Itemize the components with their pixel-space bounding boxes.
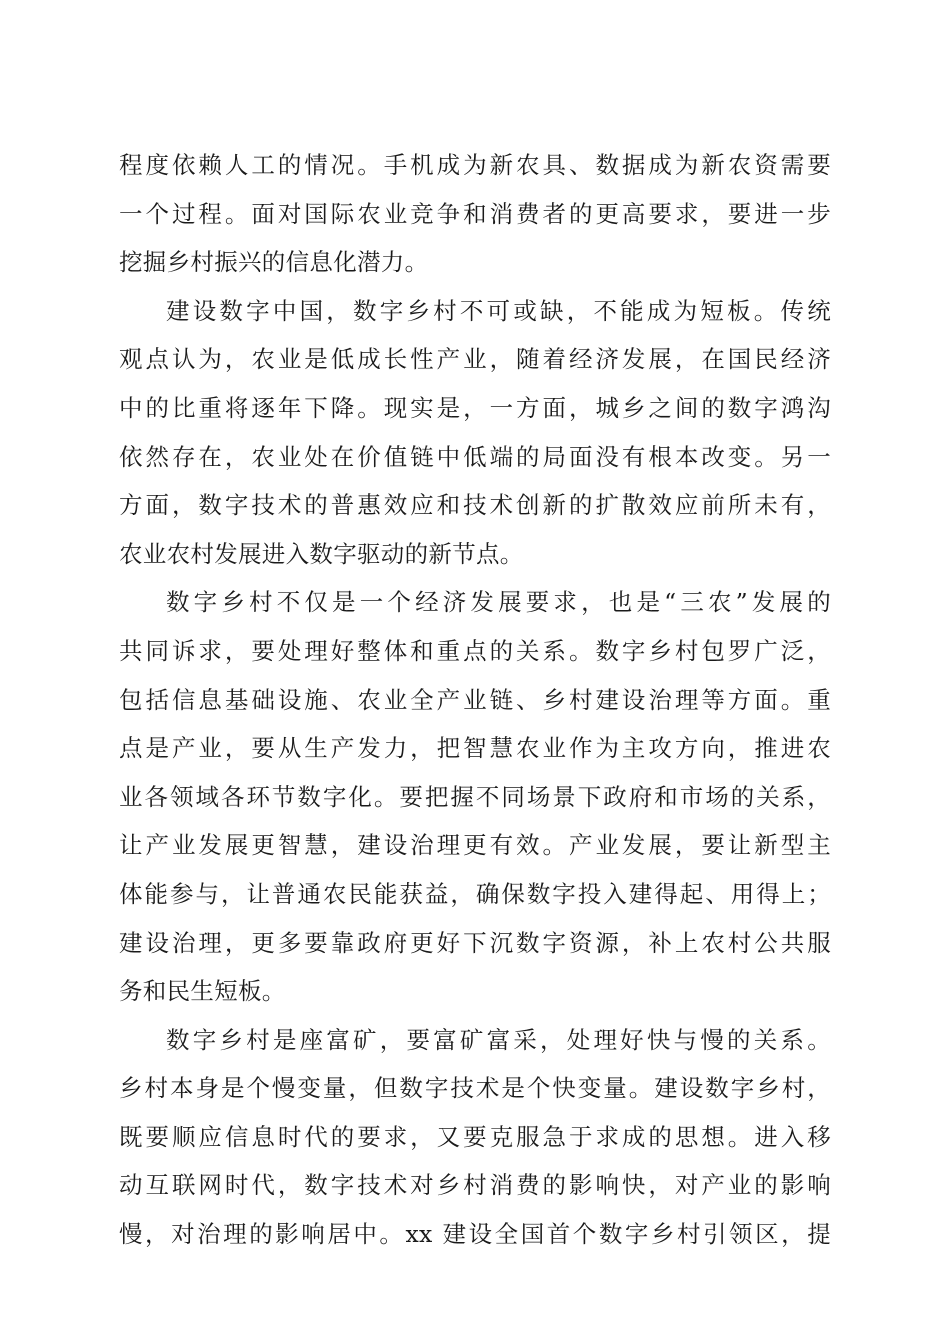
text-line: 中的比重将逐年下降。现实是，一方面，城乡之间的数字鸿沟 xyxy=(119,393,831,422)
text-line: 依然存在，农业处在价值链中低端的局面没有根本改变。另一 xyxy=(119,442,831,471)
paragraph-1 xyxy=(119,141,831,287)
text-line: 包括信息基础设施、农业全产业链、乡村建设治理等方面。重 xyxy=(119,685,831,714)
text-line: 观点认为，农业是低成长性产业，随着经济发展，在国民经济 xyxy=(119,345,831,374)
text-line: 共同诉求，要处理好整体和重点的关系。数字乡村包罗广泛， xyxy=(119,636,831,665)
paragraph-3 xyxy=(119,578,831,1015)
text-line: 方面，数字技术的普惠效应和技术创新的扩散效应前所未有， xyxy=(119,491,831,520)
text-line: 一个过程。面对国际农业竞争和消费者的更高要求，要进一步 xyxy=(119,199,831,228)
text-line: 数字乡村是座富矿，要富矿富采，处理好快与慢的关系。 xyxy=(166,1025,831,1054)
paragraph-2 xyxy=(119,287,831,579)
text-line: 挖掘乡村振兴的信息化潜力。 xyxy=(119,248,429,277)
text-line: 建设数字中国，数字乡村不可或缺，不能成为短板。传统 xyxy=(166,296,831,325)
text-line: 数字乡村不仅是一个经济发展要求，也是“三农”发展的 xyxy=(166,588,831,617)
paragraph-4 xyxy=(119,1016,831,1259)
text-line: 动互联网时代，数字技术对乡村消费的影响快，对产业的影响 xyxy=(119,1171,831,1200)
text-line: 务和民生短板。 xyxy=(119,977,286,1006)
text-line: 慢，对治理的影响居中。xx 建设全国首个数字乡村引领区，提 xyxy=(119,1220,831,1249)
text-line: 让产业发展更智慧，建设治理更有效。产业发展，要让新型主 xyxy=(119,831,831,860)
document-body xyxy=(119,141,831,1259)
text-line: 既要顺应信息时代的要求，又要克服急于求成的思想。进入移 xyxy=(119,1122,831,1151)
text-line: 体能参与，让普通农民能获益，确保数字投入建得起、用得上； xyxy=(119,879,831,908)
text-line: 点是产业，要从生产发力，把智慧农业作为主攻方向，推进农 xyxy=(119,734,831,763)
text-line: 程度依赖人工的情况。手机成为新农具、数据成为新农资需要 xyxy=(119,151,831,179)
text-line: 农业农村发展进入数字驱动的新节点。 xyxy=(119,539,524,568)
text-line: 业各领域各环节数字化。要把握不同场景下政府和市场的关系， xyxy=(119,782,831,811)
text-line: 乡村本身是个慢变量，但数字技术是个快变量。建设数字乡村， xyxy=(119,1074,831,1103)
text-line: 建设治理，更多要靠政府更好下沉数字资源，补上农村公共服 xyxy=(119,928,831,957)
